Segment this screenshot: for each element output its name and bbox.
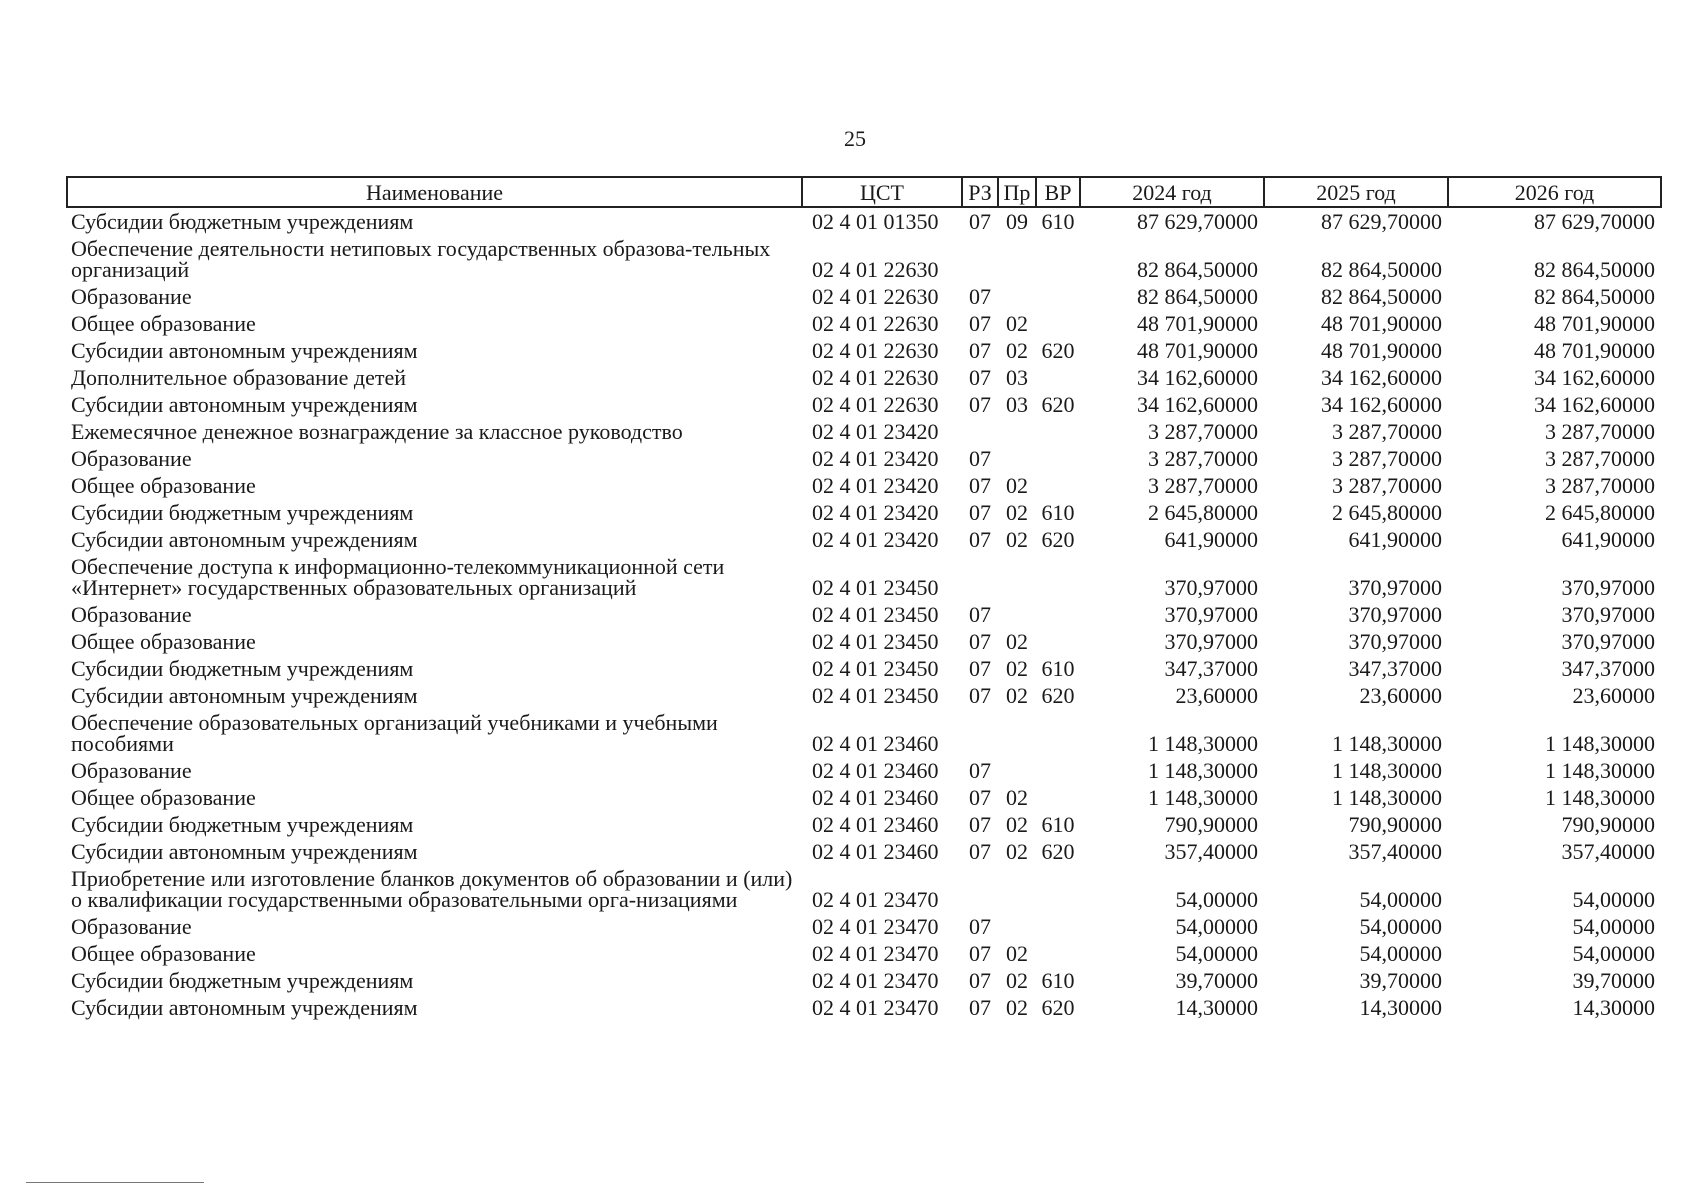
row-name: Субсидии автономным учреждениям [71, 392, 418, 417]
row-2024: 370,97000 [1164, 629, 1258, 654]
row-2024: 2 645,80000 [1148, 500, 1258, 525]
row-vr: 620 [1041, 995, 1075, 1020]
row-cst: 02 4 01 22630 [812, 257, 939, 282]
page-number: 25 [844, 126, 866, 151]
row-2024: 82 864,50000 [1137, 284, 1258, 309]
row-2024: 34 162,60000 [1137, 392, 1258, 417]
row-cst: 02 4 01 23450 [812, 656, 939, 681]
row-2024: 357,40000 [1164, 839, 1258, 864]
row-pr: 02 [1006, 500, 1028, 525]
row-2025: 23,60000 [1359, 683, 1442, 708]
row-2024: 87 629,70000 [1137, 209, 1258, 234]
table-row [67, 865, 1661, 913]
row-name: Общее образование [71, 941, 256, 966]
row-name: Субсидии бюджетным учреждениям [71, 968, 414, 993]
row-vr: 610 [1041, 968, 1075, 993]
row-cst: 02 4 01 01350 [812, 209, 939, 234]
row-rz [962, 235, 998, 283]
row-name: Субсидии бюджетным учреждениям [71, 656, 414, 681]
row-cst: 02 4 01 23450 [812, 683, 939, 708]
row-2024: 14,30000 [1175, 995, 1258, 1020]
row-vr [1036, 709, 1080, 757]
row-rz: 07 [969, 914, 991, 939]
row-2025: 347,37000 [1348, 656, 1442, 681]
table-row [67, 472, 1661, 499]
table-row [67, 418, 1661, 445]
row-vr [1036, 628, 1080, 655]
row-rz: 07 [969, 209, 991, 234]
row-rz [962, 709, 998, 757]
row-rz: 07 [969, 995, 991, 1020]
row-rz: 07 [969, 839, 991, 864]
row-rz [962, 553, 998, 601]
row-2026: 1 148,30000 [1545, 731, 1655, 756]
row-name: Приобретение или изготовление бланков документов об образовании и (или) о квалификации государственными образовательными орга-низациями [71, 866, 793, 912]
row-name: Субсидии бюджетным учреждениям [71, 812, 414, 837]
row-2026: 3 287,70000 [1545, 446, 1655, 471]
row-vr [1036, 472, 1080, 499]
row-cst: 02 4 01 23470 [812, 914, 939, 939]
table-row [67, 364, 1661, 391]
row-2025: 54,00000 [1359, 941, 1442, 966]
row-cst: 02 4 01 23450 [812, 575, 939, 600]
header-2026: 2026 год [1448, 177, 1661, 207]
row-rz: 07 [969, 941, 991, 966]
row-name: Субсидии автономным учреждениям [71, 839, 418, 864]
row-2026: 54,00000 [1572, 941, 1655, 966]
row-2026: 347,37000 [1561, 656, 1655, 681]
row-cst: 02 4 01 23420 [812, 473, 939, 498]
row-2024: 34 162,60000 [1137, 365, 1258, 390]
row-2026: 370,97000 [1561, 629, 1655, 654]
row-vr [1036, 601, 1080, 628]
table-row [67, 784, 1661, 811]
row-rz: 07 [969, 968, 991, 993]
row-pr: 02 [1006, 527, 1028, 552]
row-cst: 02 4 01 22630 [812, 284, 939, 309]
row-2026: 34 162,60000 [1534, 365, 1655, 390]
row-name: Субсидии автономным учреждениям [71, 995, 418, 1020]
row-2025: 3 287,70000 [1332, 473, 1442, 498]
row-2025: 1 148,30000 [1332, 785, 1442, 810]
row-2025: 34 162,60000 [1321, 392, 1442, 417]
table-header-row [67, 177, 1661, 207]
table-row [67, 967, 1661, 994]
row-2025: 1 148,30000 [1332, 731, 1442, 756]
row-rz: 07 [969, 602, 991, 627]
table-row [67, 994, 1661, 1021]
row-rz [962, 865, 998, 913]
row-2024: 370,97000 [1164, 602, 1258, 627]
table-row [67, 913, 1661, 940]
header-rz: РЗ [962, 177, 998, 207]
row-cst: 02 4 01 23450 [812, 602, 939, 627]
row-2025: 39,70000 [1359, 968, 1442, 993]
table-row [67, 207, 1661, 235]
table-row [67, 709, 1661, 757]
row-cst: 02 4 01 22630 [812, 365, 939, 390]
row-2025: 370,97000 [1348, 602, 1442, 627]
table-body [67, 207, 1661, 1021]
row-name: Субсидии бюджетным учреждениям [71, 500, 414, 525]
row-2024: 3 287,70000 [1148, 446, 1258, 471]
row-cst: 02 4 01 22630 [812, 338, 939, 363]
row-vr [1036, 865, 1080, 913]
row-2024: 54,00000 [1175, 941, 1258, 966]
row-2024: 48 701,90000 [1137, 338, 1258, 363]
row-vr: 620 [1041, 683, 1075, 708]
row-pr [998, 865, 1036, 913]
row-2025: 641,90000 [1348, 527, 1442, 552]
row-2025: 370,97000 [1348, 629, 1442, 654]
budget-table [66, 176, 1662, 1021]
row-pr: 02 [1006, 629, 1028, 654]
table-row [67, 235, 1661, 283]
row-2024: 54,00000 [1175, 887, 1258, 912]
row-name: Образование [71, 758, 192, 783]
row-2025: 48 701,90000 [1321, 338, 1442, 363]
row-cst: 02 4 01 23460 [812, 731, 939, 756]
row-pr: 03 [1006, 365, 1028, 390]
row-2026: 1 148,30000 [1545, 785, 1655, 810]
row-pr: 02 [1006, 683, 1028, 708]
row-pr: 02 [1006, 839, 1028, 864]
header-name: Наименование [67, 177, 802, 207]
row-pr: 02 [1006, 785, 1028, 810]
header-pr: Пр [998, 177, 1036, 207]
row-name: Дополнительное образование детей [71, 365, 407, 390]
row-name: Образование [71, 602, 192, 627]
row-cst: 02 4 01 23470 [812, 887, 939, 912]
row-2024: 347,37000 [1164, 656, 1258, 681]
row-2025: 790,90000 [1348, 812, 1442, 837]
table-row [67, 655, 1661, 682]
row-pr: 02 [1006, 812, 1028, 837]
row-rz: 07 [969, 338, 991, 363]
row-2026: 87 629,70000 [1534, 209, 1655, 234]
row-2026: 2 645,80000 [1545, 500, 1655, 525]
row-2025: 54,00000 [1359, 887, 1442, 912]
row-2024: 54,00000 [1175, 914, 1258, 939]
table-row [67, 601, 1661, 628]
row-rz: 07 [969, 311, 991, 336]
row-pr [998, 757, 1036, 784]
row-pr [998, 913, 1036, 940]
row-vr [1036, 445, 1080, 472]
row-2026: 48 701,90000 [1534, 311, 1655, 336]
row-2026: 39,70000 [1572, 968, 1655, 993]
row-rz: 07 [969, 683, 991, 708]
row-pr: 03 [1006, 392, 1028, 417]
row-vr [1036, 757, 1080, 784]
row-rz: 07 [969, 365, 991, 390]
row-pr: 09 [1006, 209, 1028, 234]
row-2026: 370,97000 [1561, 575, 1655, 600]
row-name: Образование [71, 446, 192, 471]
table-row [67, 337, 1661, 364]
row-name: Образование [71, 914, 192, 939]
row-cst: 02 4 01 22630 [812, 311, 939, 336]
row-vr [1036, 310, 1080, 337]
row-vr [1036, 235, 1080, 283]
row-2024: 1 148,30000 [1148, 758, 1258, 783]
row-cst: 02 4 01 22630 [812, 392, 939, 417]
row-pr: 02 [1006, 338, 1028, 363]
row-vr: 610 [1041, 209, 1075, 234]
row-vr: 620 [1041, 392, 1075, 417]
table-row [67, 499, 1661, 526]
row-2025: 87 629,70000 [1321, 209, 1442, 234]
row-pr [998, 709, 1036, 757]
row-2024: 1 148,30000 [1148, 785, 1258, 810]
row-2026: 54,00000 [1572, 887, 1655, 912]
row-2026: 82 864,50000 [1534, 284, 1655, 309]
row-vr [1036, 418, 1080, 445]
row-vr: 610 [1041, 500, 1075, 525]
row-2026: 1 148,30000 [1545, 758, 1655, 783]
row-name: Общее образование [71, 473, 256, 498]
header-vr: ВР [1036, 177, 1080, 207]
row-2025: 1 148,30000 [1332, 758, 1442, 783]
row-cst: 02 4 01 23460 [812, 785, 939, 810]
row-rz: 07 [969, 500, 991, 525]
table-row [67, 940, 1661, 967]
row-pr: 02 [1006, 311, 1028, 336]
row-2024: 3 287,70000 [1148, 419, 1258, 444]
row-rz: 07 [969, 812, 991, 837]
header-cst: ЦСТ [802, 177, 962, 207]
row-2026: 48 701,90000 [1534, 338, 1655, 363]
row-pr [998, 283, 1036, 310]
row-cst: 02 4 01 23470 [812, 968, 939, 993]
row-2025: 3 287,70000 [1332, 446, 1442, 471]
row-rz: 07 [969, 284, 991, 309]
row-vr: 620 [1041, 839, 1075, 864]
row-2026: 3 287,70000 [1545, 473, 1655, 498]
row-pr: 02 [1006, 656, 1028, 681]
row-rz [962, 418, 998, 445]
row-pr: 02 [1006, 995, 1028, 1020]
row-2024: 370,97000 [1164, 575, 1258, 600]
row-pr [998, 445, 1036, 472]
row-vr [1036, 283, 1080, 310]
table-row [67, 838, 1661, 865]
row-2026: 23,60000 [1572, 683, 1655, 708]
row-cst: 02 4 01 23460 [812, 758, 939, 783]
row-2025: 2 645,80000 [1332, 500, 1442, 525]
row-rz: 07 [969, 446, 991, 471]
row-2024: 23,60000 [1175, 683, 1258, 708]
row-name: Субсидии автономным учреждениям [71, 527, 418, 552]
row-2026: 790,90000 [1561, 812, 1655, 837]
row-2026: 3 287,70000 [1545, 419, 1655, 444]
row-2024: 82 864,50000 [1137, 257, 1258, 282]
row-cst: 02 4 01 23460 [812, 812, 939, 837]
table-row [67, 757, 1661, 784]
row-rz: 07 [969, 473, 991, 498]
row-name: Образование [71, 284, 192, 309]
row-2025: 54,00000 [1359, 914, 1442, 939]
row-2024: 48 701,90000 [1137, 311, 1258, 336]
row-2024: 3 287,70000 [1148, 473, 1258, 498]
row-vr [1036, 913, 1080, 940]
row-rz: 07 [969, 785, 991, 810]
row-2026: 370,97000 [1561, 602, 1655, 627]
row-2026: 14,30000 [1572, 995, 1655, 1020]
row-cst: 02 4 01 23470 [812, 995, 939, 1020]
row-2025: 48 701,90000 [1321, 311, 1442, 336]
row-2025: 34 162,60000 [1321, 365, 1442, 390]
row-2025: 357,40000 [1348, 839, 1442, 864]
row-name: Субсидии автономным учреждениям [71, 338, 418, 363]
row-vr [1036, 784, 1080, 811]
row-vr: 620 [1041, 527, 1075, 552]
table-row [67, 553, 1661, 601]
row-2024: 39,70000 [1175, 968, 1258, 993]
row-name: Субсидии бюджетным учреждениям [71, 209, 414, 234]
row-rz: 07 [969, 656, 991, 681]
row-2026: 357,40000 [1561, 839, 1655, 864]
table-row [67, 682, 1661, 709]
row-name: Общее образование [71, 311, 256, 336]
row-vr: 620 [1041, 338, 1075, 363]
table-row [67, 628, 1661, 655]
table-row [67, 391, 1661, 418]
header-2025: 2025 год [1264, 177, 1448, 207]
row-vr: 610 [1041, 812, 1075, 837]
row-name: Субсидии автономным учреждениям [71, 683, 418, 708]
row-2025: 370,97000 [1348, 575, 1442, 600]
row-2026: 34 162,60000 [1534, 392, 1655, 417]
row-cst: 02 4 01 23420 [812, 419, 939, 444]
row-pr [998, 418, 1036, 445]
header-2024: 2024 год [1080, 177, 1264, 207]
row-pr: 02 [1006, 941, 1028, 966]
row-name: Общее образование [71, 629, 256, 654]
row-name: Обеспечение доступа к информационно-телекоммуникационной сети «Интернет» государственных образовательных организаций [71, 554, 725, 600]
row-2025: 82 864,50000 [1321, 284, 1442, 309]
table-row [67, 283, 1661, 310]
row-cst: 02 4 01 23450 [812, 629, 939, 654]
row-cst: 02 4 01 23420 [812, 446, 939, 471]
row-pr [998, 553, 1036, 601]
row-cst: 02 4 01 23420 [812, 527, 939, 552]
row-2026: 54,00000 [1572, 914, 1655, 939]
row-2024: 1 148,30000 [1148, 731, 1258, 756]
row-name: Обеспечение деятельности нетиповых государственных образова-тельных организаций [71, 236, 771, 282]
row-pr [998, 601, 1036, 628]
row-vr [1036, 364, 1080, 391]
row-cst: 02 4 01 23420 [812, 500, 939, 525]
table-row [67, 526, 1661, 553]
table-row [67, 310, 1661, 337]
table-row [67, 445, 1661, 472]
footer-divider [26, 1182, 204, 1183]
row-pr: 02 [1006, 968, 1028, 993]
row-pr [998, 235, 1036, 283]
row-vr [1036, 940, 1080, 967]
row-2025: 14,30000 [1359, 995, 1442, 1020]
row-2026: 82 864,50000 [1534, 257, 1655, 282]
row-2026: 641,90000 [1561, 527, 1655, 552]
row-rz: 07 [969, 629, 991, 654]
row-2024: 790,90000 [1164, 812, 1258, 837]
row-2025: 82 864,50000 [1321, 257, 1442, 282]
row-cst: 02 4 01 23460 [812, 839, 939, 864]
row-rz: 07 [969, 527, 991, 552]
row-cst: 02 4 01 23470 [812, 941, 939, 966]
row-vr [1036, 553, 1080, 601]
row-vr: 610 [1041, 656, 1075, 681]
row-name: Ежемесячное денежное вознаграждение за классное руководство [71, 419, 683, 444]
row-name: Обеспечение образовательных организаций учебниками и учебными пособиями [71, 710, 718, 756]
row-pr: 02 [1006, 473, 1028, 498]
row-rz: 07 [969, 758, 991, 783]
row-2024: 641,90000 [1164, 527, 1258, 552]
row-2025: 3 287,70000 [1332, 419, 1442, 444]
row-rz: 07 [969, 392, 991, 417]
row-name: Общее образование [71, 785, 256, 810]
table-row [67, 811, 1661, 838]
